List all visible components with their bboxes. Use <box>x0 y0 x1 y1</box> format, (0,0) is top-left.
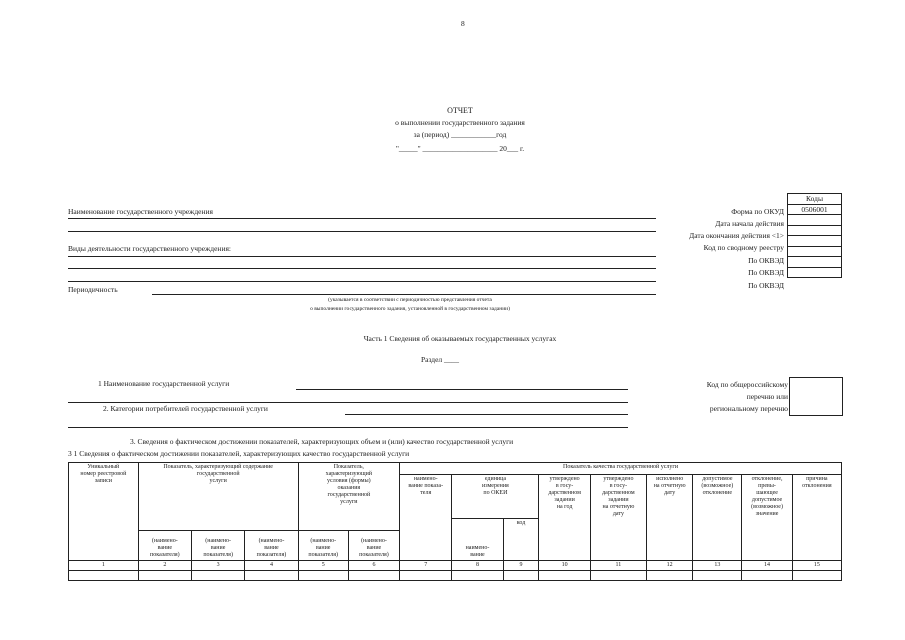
col-num-3: 3 <box>192 561 245 571</box>
header-text: дарственном <box>548 490 581 496</box>
col-num-10: 10 <box>539 561 590 571</box>
header-text: наимено- <box>413 476 438 482</box>
item3-title: 3. Сведения о фактическом достижении показателей, характеризующих объем и (или) качество государственной услуги <box>130 437 514 446</box>
activity-types-line-3 <box>68 281 656 282</box>
periodicity-line <box>152 294 656 295</box>
codes-header: Коды <box>788 194 842 205</box>
col-num-11: 11 <box>590 561 646 571</box>
okved-label-2: По ОКВЭД <box>748 268 784 277</box>
part1-title: Часть 1 Сведения об оказываемых государственных услугах <box>363 334 557 343</box>
table-cell <box>647 571 693 581</box>
header-text: вание <box>264 545 279 551</box>
header-text: записи <box>94 478 112 484</box>
code-okud: 0506001 <box>788 204 842 215</box>
okved-label-3: По ОКВЭД <box>748 281 784 290</box>
col-num-14: 14 <box>742 561 792 571</box>
header-text: вание <box>366 545 382 551</box>
registry-code-label: Код по сводному реестру <box>703 243 784 252</box>
header-text: дату <box>664 490 676 496</box>
table-cell <box>539 571 590 581</box>
header-text: вание <box>210 545 226 551</box>
header-text: (наимено- <box>310 538 337 544</box>
table-cell <box>742 571 792 581</box>
institution-name-label: Наименование государственного учреждения <box>68 207 213 216</box>
header-unit-code: код <box>503 519 539 561</box>
table-cell <box>792 571 841 581</box>
header-content-indicator <box>138 463 298 531</box>
header-text: номер реестровой <box>80 471 127 477</box>
header-sub-6 <box>348 531 399 561</box>
header-text: дату <box>612 511 624 517</box>
codes-table <box>787 193 842 278</box>
header-text: (наимено- <box>258 538 285 544</box>
header-text: отклонение <box>702 490 733 496</box>
header-text: показателя) <box>308 552 339 558</box>
report-period: за (период) ____________год <box>413 130 507 139</box>
header-text: отклонение, <box>751 476 783 482</box>
header-text: Показатель, <box>333 464 364 470</box>
table-cell <box>590 571 646 581</box>
report-subtitle: о выполнении государственного задания <box>395 118 525 127</box>
header-text: утверждено <box>603 476 634 482</box>
institution-name-line <box>68 218 656 219</box>
header-text: наимено- <box>465 545 490 551</box>
code-okved-2 <box>788 257 842 268</box>
header-unique-number <box>69 463 139 561</box>
col-num-7: 7 <box>400 561 452 571</box>
col-num-2: 2 <box>138 561 191 571</box>
header-text: шающее <box>756 490 778 496</box>
start-date-label: Дата начала действия <box>715 219 784 228</box>
header-text: показателя) <box>256 552 287 558</box>
header-sub-5 <box>298 531 348 561</box>
header-text: допустимое <box>751 497 783 503</box>
header-conditions-indicator <box>298 463 399 531</box>
header-text: (наимено- <box>151 538 178 544</box>
col-num-12: 12 <box>647 561 693 571</box>
header-text: государственной <box>327 492 371 498</box>
header-text: показателя) <box>150 552 180 558</box>
header-text: Уникальный <box>87 464 120 470</box>
col-num-8: 8 <box>452 561 503 571</box>
table-cell <box>400 571 452 581</box>
header-text: задании <box>554 497 575 503</box>
table-cell <box>693 571 742 581</box>
header-text: превы- <box>758 483 776 489</box>
section-label: Раздел ____ <box>420 355 460 364</box>
header-text: услуги <box>209 478 227 484</box>
header-text: отклонения <box>802 483 832 489</box>
col-num-1: 1 <box>69 561 139 571</box>
header-text: причина <box>806 476 828 482</box>
periodicity-note-2: о выполнении государственного задания, установленной в государственном задании) <box>310 306 510 312</box>
header-text: единица <box>484 476 506 482</box>
header-text: условия (формы) <box>327 478 371 484</box>
registry-label-2: перечню или <box>746 392 788 401</box>
header-sub-2 <box>138 531 191 561</box>
service-name-line <box>296 389 628 390</box>
header-sub-3 <box>192 531 245 561</box>
periodicity-note-1: (указывается в соответствии с периодичностью представления отчета <box>328 297 492 303</box>
table-cell <box>245 571 298 581</box>
col-num-6: 6 <box>348 561 399 571</box>
end-date-label: Дата окончания действия <1> <box>689 231 784 240</box>
header-text: задании <box>608 497 629 503</box>
header-text: характеризующий <box>325 471 373 477</box>
activity-types-line-2 <box>68 268 656 269</box>
header-text: (возможное) <box>701 483 734 489</box>
header-text: вание <box>315 545 331 551</box>
periodicity-label: Периодичность <box>68 285 118 294</box>
header-text: вание <box>157 545 173 551</box>
header-text: (возможное) <box>751 504 783 510</box>
okud-label: Форма по ОКУД <box>731 207 784 216</box>
table-cell <box>348 571 399 581</box>
registry-label-1: Код по общероссийскому <box>706 380 788 389</box>
header-text: исполнено <box>656 476 684 482</box>
header-approved-year <box>539 475 590 561</box>
col-num-4: 4 <box>245 561 298 571</box>
header-quality-indicator: Показатель качества государственной услуги <box>400 463 842 475</box>
header-text: оказания <box>337 485 361 491</box>
header-text: в госу- <box>555 483 574 489</box>
header-allowed-deviation <box>693 475 742 561</box>
header-text: показателя) <box>203 552 233 558</box>
header-sub-4 <box>245 531 298 561</box>
header-text: в госу- <box>609 483 628 489</box>
header-executed <box>647 475 693 561</box>
consumers-line <box>345 414 628 415</box>
table-row <box>69 571 842 581</box>
header-text: услуги <box>340 499 358 505</box>
consumers-label: 2. Категории потребителей государственной услуги <box>103 404 268 413</box>
header-text: измерения <box>482 483 509 489</box>
item31-title: 3 1 Сведения о фактическом достижении показателей, характеризующих качество государственной услуги <box>68 449 410 458</box>
table-cell <box>503 571 539 581</box>
header-text: показателя) <box>359 552 389 558</box>
header-text: вание <box>470 552 485 558</box>
table-cell <box>138 571 191 581</box>
table-cell <box>69 571 139 581</box>
table-cell <box>298 571 348 581</box>
service-name-line-2 <box>68 402 628 403</box>
header-text: значение <box>755 511 779 517</box>
registry-code-box <box>789 377 843 416</box>
col-num-15: 15 <box>792 561 841 571</box>
col-num-5: 5 <box>298 561 348 571</box>
header-text: государственной <box>196 471 240 477</box>
col-num-13: 13 <box>693 561 742 571</box>
header-text: (наимено- <box>205 538 232 544</box>
activity-types-line <box>68 256 656 257</box>
header-text: на отчетную <box>653 483 686 489</box>
code-end-date <box>788 225 842 236</box>
quality-table <box>68 462 842 581</box>
header-text: утверждено <box>549 476 580 482</box>
code-start-date <box>788 215 842 226</box>
code-registry <box>788 236 842 247</box>
code-okved-1 <box>788 246 842 257</box>
institution-name-line-2 <box>68 231 656 232</box>
header-text: дарственном <box>602 490 635 496</box>
header-deviation-exceeding <box>742 475 792 561</box>
col-num-9: 9 <box>503 561 539 571</box>
code-okved-3 <box>788 267 842 278</box>
header-text: теля <box>420 490 432 496</box>
header-text: на отчетную <box>602 504 635 510</box>
report-date: "_____" ____________________ 20___ г. <box>395 144 525 153</box>
header-text: на год <box>556 504 573 510</box>
registry-label-3: региональному перечню <box>709 404 788 413</box>
table-cell <box>192 571 245 581</box>
header-text: вание показа- <box>408 483 444 489</box>
service-name-label: 1 Наименование государственной услуги <box>98 379 230 388</box>
report-title: ОТЧЕТ <box>447 106 473 115</box>
header-unit-name <box>452 519 503 561</box>
page-number: 8 <box>461 19 465 28</box>
header-text: по ОКЕИ <box>483 490 508 496</box>
header-text: допустимое <box>702 476 733 482</box>
table-cell <box>452 571 503 581</box>
activity-types-label: Виды деятельности государственного учреждения: <box>68 244 231 253</box>
header-indicator-name <box>400 475 452 561</box>
column-number-row <box>69 561 842 571</box>
header-approved-date <box>590 475 646 561</box>
header-text: (наимено- <box>361 538 387 544</box>
header-unit <box>452 475 539 519</box>
header-text: Показатель, характеризующий содержание <box>163 464 273 470</box>
header-deviation-reason <box>792 475 841 561</box>
consumers-line-2 <box>68 427 628 428</box>
okved-label-1: По ОКВЭД <box>748 256 784 265</box>
